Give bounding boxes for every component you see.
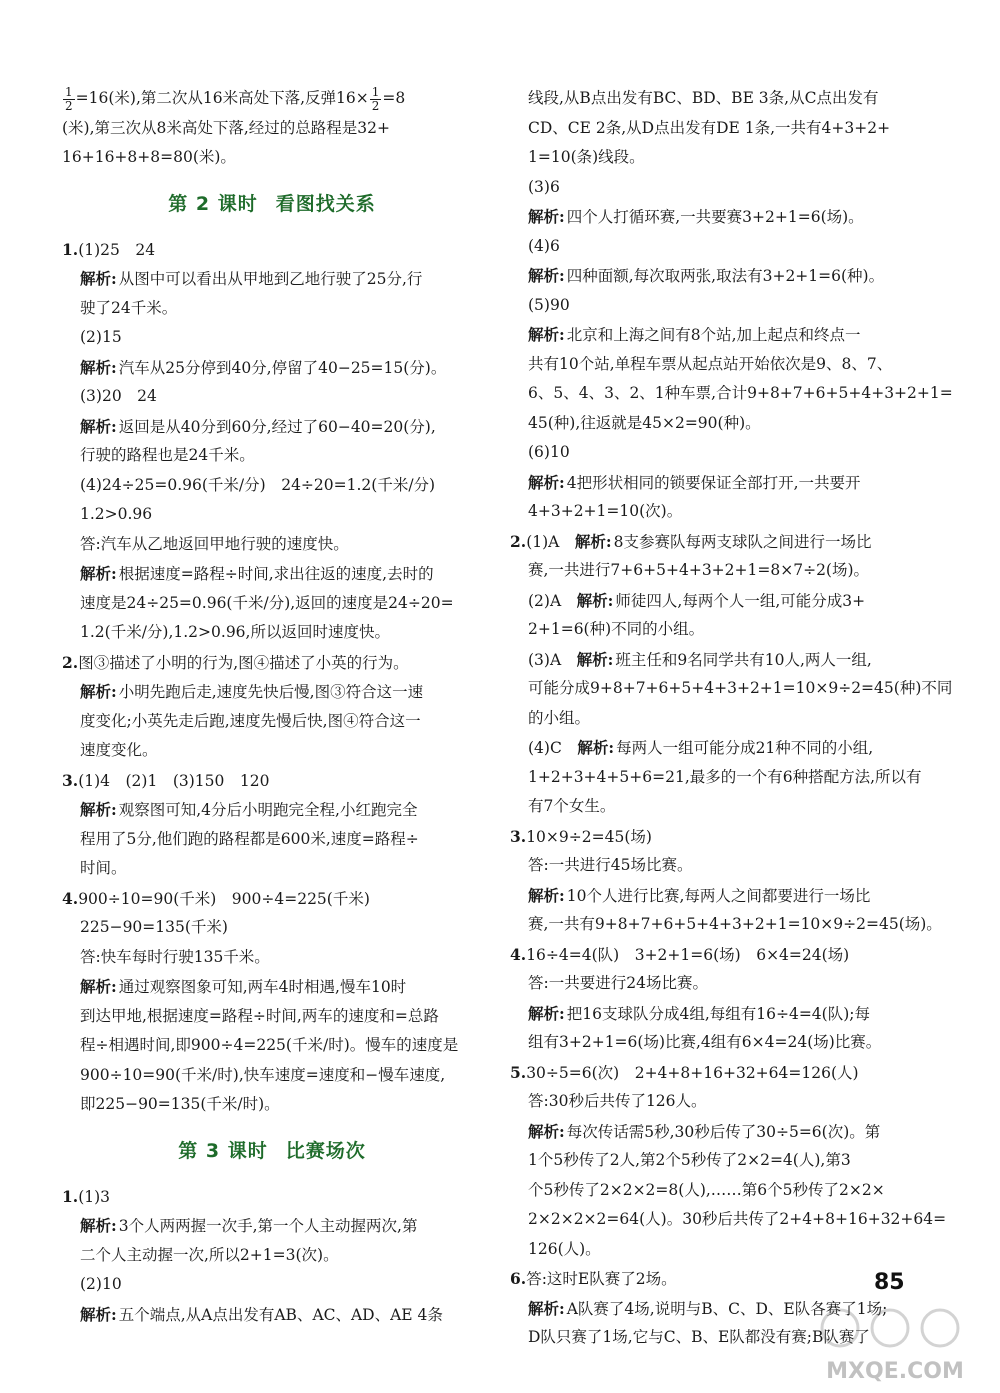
line-text: 225−90=135(千米) bbox=[80, 918, 228, 936]
text-line bbox=[510, 497, 930, 527]
line-text: 答:30秒后共传了126人。 bbox=[528, 1092, 707, 1110]
svg-text:MXQE.COM: MXQE.COM bbox=[826, 1359, 964, 1384]
text-line bbox=[510, 674, 953, 704]
analysis-label: 解析: bbox=[576, 590, 614, 610]
line-text: 到达甲地,根据速度=路程÷时间,两车的速度和=总路 bbox=[80, 1006, 439, 1025]
line-text: 2+1=6(种)不同的小组。 bbox=[528, 620, 705, 638]
question-number: 2. bbox=[510, 531, 527, 551]
text-line bbox=[510, 586, 930, 616]
line-text-rest: 师徒四人,每两个人一组,可能分成3+ bbox=[615, 591, 866, 610]
line-text: 赛,一共进行7+6+5+4+3+2+1=8×7÷2(场)。 bbox=[528, 561, 870, 579]
text-line bbox=[62, 972, 482, 1002]
fraction bbox=[370, 86, 382, 113]
line-text: 答:一共进行45场比赛。 bbox=[528, 856, 693, 874]
question-line bbox=[62, 648, 482, 678]
text-line bbox=[62, 1031, 482, 1061]
line-text: 45(种),往返就是45×2=90(种)。 bbox=[528, 413, 761, 432]
right-column bbox=[510, 84, 953, 1353]
section-heading bbox=[62, 173, 482, 235]
line-text: 小明先跑后走,速度先快后慢,图③符合这一速 bbox=[118, 683, 424, 701]
line-text: (4)C bbox=[528, 739, 578, 757]
text-line bbox=[62, 1241, 482, 1271]
line-text: A队赛了4场,说明与B、C、D、E队各赛了1场; bbox=[566, 1299, 888, 1318]
text-line bbox=[62, 707, 482, 737]
line-text: 汽车从25分停到40分,停留了40−25=15(分)。 bbox=[118, 358, 447, 377]
text-line bbox=[510, 114, 930, 144]
heading-lesson: 第 2 课时 bbox=[168, 192, 258, 215]
line-text-tail: =8 bbox=[382, 89, 406, 107]
question-line bbox=[510, 527, 930, 557]
line-text-rest: 班主任和9名同学共有10人,两人一组, bbox=[615, 650, 872, 669]
line-text: (4)6 bbox=[528, 236, 560, 255]
text-line bbox=[62, 618, 482, 648]
line-text: 北京和上海之间有8个站,加上起点和终点一 bbox=[566, 326, 861, 344]
text-line bbox=[62, 353, 482, 383]
line-text: 16+16+8+8=80(米)。 bbox=[62, 148, 236, 166]
analysis-label: 解析: bbox=[528, 207, 565, 226]
text-line bbox=[510, 468, 930, 498]
line-text: 行驶的路程也是24千米。 bbox=[80, 446, 255, 464]
text-line bbox=[62, 412, 482, 442]
line-text: 1.2>0.96 bbox=[80, 505, 153, 523]
question-number: 3. bbox=[510, 826, 527, 846]
line-text: 组有3+2+1=6(场)比赛,4组有6×4=24(场)比赛。 bbox=[528, 1033, 882, 1051]
question-number: 4. bbox=[62, 888, 79, 908]
line-text: (2)A bbox=[528, 591, 577, 610]
line-text: 10×9÷2=45(场) bbox=[526, 827, 652, 846]
text-line bbox=[510, 1235, 930, 1265]
heading-title: 比赛场次 bbox=[285, 1139, 366, 1162]
analysis-label: 解析: bbox=[80, 1304, 117, 1324]
text-line bbox=[510, 763, 930, 793]
text-line bbox=[62, 471, 482, 501]
fraction-numerator: 1 bbox=[371, 84, 380, 99]
line-text: 把16支球队分成4组,每组有16÷4=4(队);每 bbox=[566, 1004, 870, 1023]
line-text: (3)6 bbox=[528, 177, 560, 196]
analysis-label: 解析: bbox=[80, 977, 117, 996]
line-text: 1+2+3+4+5+6=21,最多的一个有6种搭配方法,所以有 bbox=[528, 767, 922, 786]
line-text: (3)20 24 bbox=[80, 387, 157, 405]
line-text: 有7个女生。 bbox=[528, 797, 616, 815]
text-line bbox=[510, 173, 930, 203]
analysis-label: 解析: bbox=[528, 885, 565, 905]
line-text: 1.2(千米/分),1.2>0.96,所以返回时速度快。 bbox=[80, 623, 390, 641]
text-line bbox=[510, 1176, 930, 1206]
line-text: 四种面额,每次取两张,取法有3+2+1=6(种)。 bbox=[566, 267, 885, 285]
text-line bbox=[62, 382, 482, 412]
question-number: 4. bbox=[510, 944, 527, 964]
line-text: (2)15 bbox=[80, 328, 122, 346]
analysis-label: 解析: bbox=[528, 325, 565, 344]
analysis-label: 解析: bbox=[80, 416, 117, 436]
text-line bbox=[510, 881, 930, 911]
fraction-numerator: 1 bbox=[65, 84, 73, 99]
text-line bbox=[62, 736, 482, 766]
line-text: 共有10个站,单程车票从起点站开始依次是9、8、7、 bbox=[528, 354, 893, 373]
line-text: 五个端点,从A点出发有AB、AC、AD、AE 4条 bbox=[118, 1305, 443, 1324]
text-line bbox=[62, 677, 482, 707]
line-text: 线段,从B点出发有BC、BD、BE 3条,从C点出发有 bbox=[528, 89, 879, 107]
text-line bbox=[62, 264, 482, 294]
question-number: 2. bbox=[62, 652, 79, 672]
text-line bbox=[62, 1300, 482, 1330]
line-text: 速度变化。 bbox=[80, 741, 158, 759]
heading-lesson: 第 3 课时 bbox=[178, 1139, 268, 1162]
line-text: 3个人两两握一次手,第一个人主动握两次,第 bbox=[118, 1217, 418, 1235]
page-number: 85 bbox=[874, 1270, 905, 1295]
text-line bbox=[62, 795, 482, 825]
text-line bbox=[510, 202, 930, 232]
line-text: 可能分成9+8+7+6+5+4+3+2+1=10×9÷2=45(种)不同 bbox=[528, 679, 953, 697]
text-line bbox=[510, 291, 930, 321]
text-line bbox=[510, 1028, 930, 1058]
question-line bbox=[510, 1058, 930, 1088]
text-line bbox=[62, 114, 482, 144]
line-text: 程÷相遇时间,即900÷4=225(千米/时)。慢车的速度是 bbox=[80, 1036, 459, 1054]
question-line bbox=[62, 766, 482, 796]
text-line bbox=[62, 500, 482, 530]
text-line bbox=[510, 261, 930, 291]
line-text: 1个5秒传了2人,第2个5秒传了2×2=4(人),第3 bbox=[528, 1151, 851, 1169]
line-text: 个5秒传了2×2×2=8(人),……第6个5秒传了2×2× bbox=[528, 1180, 885, 1199]
analysis-label: 解析: bbox=[528, 1121, 565, 1141]
line-text: 四个人打循环赛,一共要赛3+2+1=6(场)。 bbox=[566, 208, 864, 226]
text-line bbox=[62, 1270, 482, 1300]
line-text: 度变化;小英先走后跑,速度先慢后快,图④符合这一 bbox=[80, 711, 421, 730]
line-text: 驶了24千米。 bbox=[80, 298, 178, 317]
text-line bbox=[510, 969, 930, 999]
line-text: (1)3 bbox=[78, 1187, 111, 1206]
text-line bbox=[510, 1205, 947, 1235]
text-line bbox=[62, 1061, 482, 1091]
line-text: 二个人主动握一次,所以2+1=3(次)。 bbox=[80, 1245, 339, 1264]
line-text: 图③描述了小明的行为,图④描述了小英的行为。 bbox=[78, 653, 409, 672]
analysis-label: 解析: bbox=[528, 472, 565, 492]
line-text: (2)10 bbox=[80, 1275, 122, 1293]
text-line bbox=[62, 1090, 482, 1120]
line-text: 赛,一共有9+8+7+6+5+4+3+2+1=10×9÷2=45(场)。 bbox=[528, 915, 942, 933]
line-text: D队只赛了1场,它与C、B、E队都没有赛;B队赛了 bbox=[528, 1328, 870, 1346]
line-text: 即225−90=135(千米/时)。 bbox=[80, 1095, 280, 1113]
heading-title: 看图找关系 bbox=[275, 192, 376, 215]
text-line bbox=[62, 294, 482, 324]
analysis-label: 解析: bbox=[576, 649, 614, 669]
line-text: 程用了5分,他们跑的路程都是600米,速度=路程÷ bbox=[80, 829, 419, 848]
analysis-label: 解析: bbox=[528, 266, 565, 285]
line-text: 答:汽车从乙地返回甲地行驶的速度快。 bbox=[80, 534, 349, 553]
line-text: 时间。 bbox=[80, 859, 127, 877]
text-line bbox=[510, 615, 930, 645]
question-line bbox=[62, 235, 482, 265]
line-text: 4+3+2+1=10(次)。 bbox=[528, 502, 683, 520]
question-number: 5. bbox=[510, 1062, 527, 1082]
text-line bbox=[510, 409, 930, 439]
line-text: 从图中可以看出从甲地到乙地行驶了25分,行 bbox=[118, 270, 423, 288]
analysis-label: 解析: bbox=[574, 531, 612, 551]
line-text: 30÷5=6(次) 2+4+8+16+32+64=126(人) bbox=[526, 1063, 859, 1082]
question-number: 1. bbox=[62, 1186, 79, 1206]
line-text: 900÷10=90(千米/时),快车速度=速度和−慢车速度, bbox=[80, 1065, 446, 1084]
text-line bbox=[510, 910, 942, 940]
text-line bbox=[510, 999, 930, 1029]
analysis-label: 解析: bbox=[80, 800, 117, 819]
line-text: 6、5、4、3、2、1种车票,合计9+8+7+6+5+4+3+2+1= bbox=[528, 384, 953, 402]
line-text: 返回是从40分到60分,经过了60−40=20(分), bbox=[118, 417, 436, 436]
line-text: (4)24÷25=0.96(千米/分) 24÷20=1.2(千米/分) bbox=[80, 475, 436, 494]
text-line bbox=[510, 143, 930, 173]
question-line bbox=[62, 1182, 482, 1212]
text-line bbox=[510, 84, 930, 114]
line-text: (米),第三次从8米高处下落,经过的总路程是32+ bbox=[62, 118, 391, 137]
question-line bbox=[62, 884, 482, 914]
text-line bbox=[62, 323, 482, 353]
question-line bbox=[510, 940, 930, 970]
line-text: 答:一共要进行24场比赛。 bbox=[528, 974, 708, 992]
text-line bbox=[62, 943, 482, 973]
line-text: (3)A bbox=[528, 650, 577, 669]
line-text: CD、CE 2条,从D点出发有DE 1条,一共有4+3+2+ bbox=[528, 118, 891, 137]
line-text: (6)10 bbox=[528, 443, 570, 461]
analysis-label: 解析: bbox=[577, 738, 615, 757]
fraction-denominator: 2 bbox=[371, 98, 380, 113]
line-text: 每次传话需5秒,30秒后传了30÷5=6(次)。第 bbox=[566, 1122, 881, 1141]
line-text: 1=10(条)线段。 bbox=[528, 148, 645, 166]
text-line bbox=[62, 825, 482, 855]
line-text: (5)90 bbox=[528, 295, 570, 314]
line-text: 观察图可知,4分后小明跑完全程,小红跑完全 bbox=[118, 801, 418, 819]
analysis-label: 解析: bbox=[80, 682, 117, 701]
question-number: 3. bbox=[62, 770, 79, 790]
text-line bbox=[510, 232, 930, 262]
line-text: 速度是24÷25=0.96(千米/分),返回的速度是24÷20= bbox=[80, 593, 454, 612]
question-line bbox=[510, 822, 930, 852]
line-text: =16(米),第二次从16米高处下落,反弹16× bbox=[75, 89, 369, 107]
analysis-label: 解析: bbox=[80, 357, 117, 377]
line-text: 16÷4=4(队) 3+2+1=6(场) 6×4=24(场) bbox=[526, 945, 850, 964]
text-line bbox=[62, 913, 482, 943]
line-text: 2×2×2×2=64(人)。30秒后共传了2+4+8+16+32+64= bbox=[528, 1210, 947, 1228]
analysis-label: 解析: bbox=[528, 1003, 565, 1023]
line-text: 126(人)。 bbox=[528, 1239, 601, 1258]
line-text-rest: 8支参赛队每两支球队之间进行一场比 bbox=[613, 532, 872, 551]
text-line bbox=[510, 1087, 930, 1117]
line-text: 的小组。 bbox=[528, 708, 591, 727]
line-text: 答:这时E队赛了2场。 bbox=[526, 1270, 677, 1288]
text-line bbox=[510, 1117, 930, 1147]
analysis-label: 解析: bbox=[80, 269, 117, 288]
analysis-label: 解析: bbox=[528, 1298, 565, 1318]
text-line bbox=[510, 556, 930, 586]
analysis-label: 解析: bbox=[80, 1216, 117, 1235]
line-text: 4把形状相同的锁要保证全部打开,一共要开 bbox=[566, 473, 861, 492]
text-line bbox=[62, 559, 482, 589]
line-text: (1)25 24 bbox=[78, 240, 156, 259]
line-text: 900÷10=90(千米) 900÷4=225(千米) bbox=[78, 889, 370, 908]
line-text: (1)4 (2)1 (3)150 120 bbox=[78, 771, 270, 790]
section-heading bbox=[62, 1120, 482, 1182]
line-text: 通过观察图象可知,两车4时相遇,慢车10时 bbox=[118, 978, 407, 996]
line-text: 答:快车每时行驶135千米。 bbox=[80, 947, 270, 966]
text-line bbox=[62, 1002, 482, 1032]
left-column bbox=[62, 84, 482, 1329]
text-line bbox=[62, 1211, 482, 1241]
text-line bbox=[510, 704, 930, 734]
question-number: 6. bbox=[510, 1269, 527, 1288]
line-text-rest: 每两人一组可能分成21种不同的小组, bbox=[616, 739, 874, 757]
text-line bbox=[62, 441, 482, 471]
line-text: (1)A bbox=[526, 532, 575, 551]
text-line bbox=[62, 84, 482, 114]
text-line bbox=[62, 589, 482, 619]
fraction-denominator: 2 bbox=[65, 98, 73, 113]
text-line bbox=[510, 645, 930, 675]
watermark-logo bbox=[800, 1290, 990, 1390]
text-line bbox=[510, 350, 930, 380]
analysis-label: 解析: bbox=[80, 564, 117, 583]
text-line bbox=[510, 851, 930, 881]
text-line bbox=[510, 1146, 930, 1176]
text-line bbox=[62, 530, 482, 560]
text-line bbox=[62, 143, 482, 173]
text-line bbox=[510, 379, 953, 409]
text-line bbox=[510, 733, 930, 763]
question-number: 1. bbox=[62, 239, 79, 259]
line-text: 根据速度=路程÷时间,求出往返的速度,去时的 bbox=[118, 565, 434, 583]
fraction bbox=[63, 86, 75, 113]
text-line bbox=[510, 438, 930, 468]
text-line bbox=[62, 854, 482, 884]
text-line bbox=[510, 792, 930, 822]
text-line bbox=[510, 320, 930, 350]
line-text: 10个人进行比赛,每两人之间都要进行一场比 bbox=[566, 886, 871, 905]
